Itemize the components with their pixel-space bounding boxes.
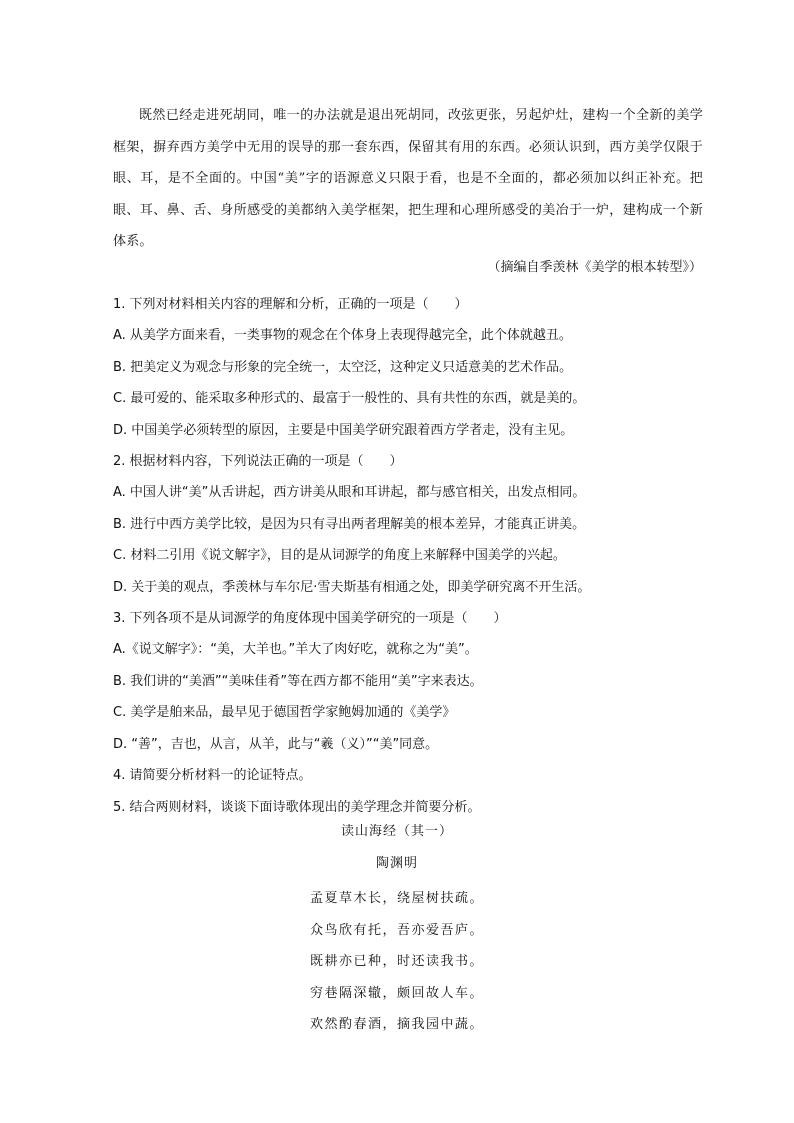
question-2-option-a: A. 中国人讲“美”从舌讲起，西方讲美从眼和耳讲起，都与感官相关，出发点相同。 (113, 485, 586, 501)
poem-line: 既耕亦已种，时还读我书。 (309, 954, 484, 970)
poem-title: 读山海经（其一） (340, 824, 453, 839)
question-2-option-b: B. 进行中西方美学比较，是因为只有寻出两者理解美的根本差异，才能真正讲美。 (113, 516, 586, 532)
poem-line: 众鸟欣有托，吾亦爱吾庐。 (309, 922, 484, 938)
question-2-stem: 2. 根据材料内容，下列说法正确的一项是（ ） (113, 454, 403, 470)
question-2-option-d: D. 关于美的观点，季羡林与车尔尼·雪夫斯基有相通之处，即美学研究离不开生活。 (113, 579, 591, 595)
question-3-option-a: A.《说文解字》：“美，大羊也。”羊大了肉好吃，就称之为“美”。 (113, 642, 478, 658)
question-1-option-d: D. 中国美学必须转型的原因，主要是中国美学研究跟着西方学者走，没有主见。 (113, 422, 574, 438)
question-1-option-c: C. 最可爱的、能采取多种形式的、最富于一般性的、具有共性的东西，就是美的。 (113, 391, 586, 407)
poem-line: 穷巷隔深辙，颇回故人车。 (309, 985, 484, 1001)
question-list (113, 289, 703, 823)
question-1-option-a: A. 从美学方面来看，一类事物的观念在个体身上表现得越完全，此个体就越丑。 (113, 328, 572, 344)
question-3-option-d: D. “善”，吉也，从言，从羊，此与“羲（义）”“美”同意。 (113, 736, 439, 752)
passage-paragraph: 既然已经走进死胡同，唯一的办法就是退出死胡同，改弦更张，另起炉灶，建构一个全新的美学框架，摒弃西方美学中无用的误导的那一套东西，保留其有用的东西。必须认识到，西方美学仅限于眼、耳，是不全面的。中国“美”字的语源意义只限于看，也是不全面的，都必须加以纠正补充。把眼、耳、鼻、舌、身所感受的美都纳入美学框架，把生理和心理所感受的美冶于一炉，建构成一个新体系。 (113, 108, 703, 249)
question-1-option-b: B. 把美定义为观念与形象的完全统一，太空泛，这种定义只适意美的艺术作品。 (113, 359, 573, 375)
question-5-stem: 5. 结合两则材料，谈谈下面诗歌体现出的美学理念并简要分析。 (113, 799, 481, 815)
poem-body (0, 883, 794, 1041)
question-4-stem: 4. 请简要分析材料一的论证特点。 (113, 768, 312, 784)
question-3-option-c: C. 美学是舶来品，最早见于德国哲学家鲍姆加通的《美学》 (113, 705, 456, 721)
question-1-stem: 1. 下列对材料相关内容的理解和分析，正确的一项是（ ） (113, 297, 468, 312)
question-2-option-c: C. 材料二引用《说文解字》，目的是从词源学的角度上来解释中国美学的兴起。 (113, 548, 566, 564)
poem-line: 欢然酌春酒，摘我园中蔬。 (309, 1017, 484, 1033)
question-3-option-b: B. 我们讲的“美酒”“美味佳肴”等在西方都不能用“美”字来表达。 (113, 673, 483, 689)
passage-excerpt (113, 100, 703, 258)
poem-author: 陶渊明 (375, 856, 418, 871)
passage-source: （摘编自季羡林《美学的根本转型》） (487, 260, 702, 275)
question-3-stem: 3. 下列各项不是从词源学的角度体现中国美学研究的一项是（ ） (113, 611, 507, 627)
poem-line: 孟夏草木长，绕屋树扶疏。 (309, 891, 484, 906)
